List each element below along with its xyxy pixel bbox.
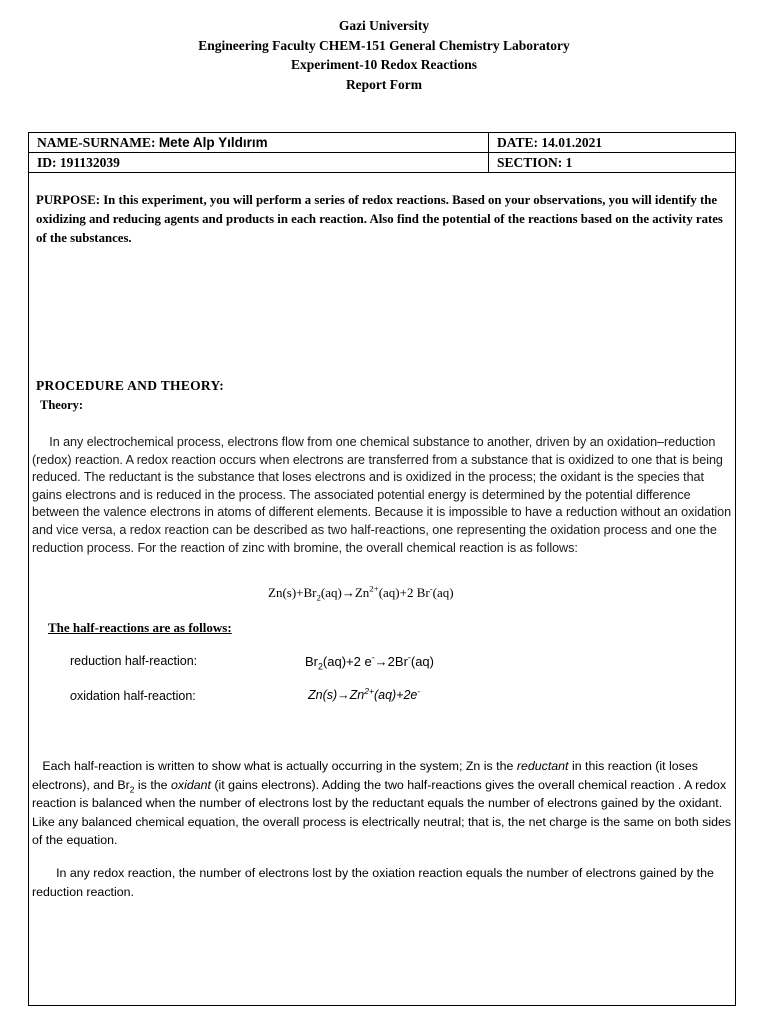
theory-title: Theory: — [40, 398, 84, 412]
oxidant-term: oxidant — [171, 777, 211, 792]
experiment-title: Experiment-10 Redox Reactions — [291, 57, 477, 72]
reduction-equation: $Br_2(aq)+2$ e-→2Br-(aq) — [305, 652, 434, 672]
electron-balance-paragraph: In any redox reaction, the number of electrons lost by the oxiation reaction equals the number of electrons gained by the reduction reaction. — [32, 866, 714, 899]
half-reactions-title: The half-reactions are as follows: — [48, 620, 232, 635]
purpose-label: PURPOSE: — [36, 193, 100, 207]
half-reaction-explanation: Each half-reaction is written to show what is actually occurring in the system; Zn is the reductant in this reaction (it loses electrons), and $Br_2$ is the oxidant (it gains electrons). Adding the two half-reactions gives the overall chemical reaction . A redox reaction is balanced when the number of electrons lost by the reductant equals the number of electrons gained by the oxidant. Like any balanced chemical equation, the overall process is electrically neutral; that is, the net charge is the same on both sides of the equation. — [32, 759, 732, 848]
student-info-table — [28, 132, 736, 173]
date-cell — [489, 133, 736, 153]
date-value: 14.01.2021 — [541, 134, 603, 150]
reduction-label: reduction half-reaction: — [70, 654, 198, 668]
theory-text: In any electrochemical process, electrons flow from one chemical substance to another, driven by an oxidation–reduction (redox) reaction. A redox reaction occurs when electrons are transferred from a substance that is oxidized to one that is being reduced. The reductant is the substance that loses electrons and is oxidized in the process; the oxidant is the species that gains electrons and is reduced in the process. The associated potential energy is determined by the potential difference between the valence electrons in atoms of different elements. Because it is impossible to have a reduction without an oxidation and vice versa, a redox reaction can be described as two half-reactions, one representing the oxidation process and one the reduction process. For the reaction of zinc with bromine, the overall chemical reaction is as follows: — [32, 435, 732, 555]
report-header — [0, 16, 768, 94]
section-cell — [489, 153, 736, 173]
form-title: Report Form — [345, 76, 423, 92]
faculty-course: Engineering Faculty CHEM-151 General Chemistry Laboratory — [198, 37, 570, 53]
date-label: DATE: — [497, 134, 539, 150]
section-value: 1 — [565, 154, 573, 170]
id-value: 191132039 — [59, 154, 120, 170]
section-label: SECTION: — [497, 154, 563, 170]
purpose-paragraph — [36, 191, 730, 248]
name-label: NAME-SURNAME: — [37, 134, 156, 150]
id-cell — [29, 153, 489, 173]
university-name: Gazi University — [338, 18, 430, 33]
oxidation-label: oxidation half-reaction: — [70, 689, 196, 703]
id-label: ID: — [37, 154, 57, 170]
theory-paragraph — [32, 434, 732, 557]
overall-equation: $Zn(s)+Br_2(aq)\to Zn^{2+}(aq)+2$ Br-(aq) — [268, 583, 454, 603]
purpose-text: In this experiment, you will perform a series of redox reactions. Based on your observations, you will identify the oxidizing and reducing agents and products in each reaction. Also find the potential of the reactions based on the activity rates of the substances. — [36, 193, 723, 245]
oxidation-equation: $Zn(s)\to Zn^{2+}(aq)+2e^-$ — [308, 685, 421, 702]
name-cell — [29, 133, 489, 153]
procedure-title: PROCEDURE AND THEORY: — [36, 378, 225, 393]
name-value: Mete Alp Yıldırım — [158, 134, 268, 150]
reductant-term: reductant — [516, 759, 569, 773]
